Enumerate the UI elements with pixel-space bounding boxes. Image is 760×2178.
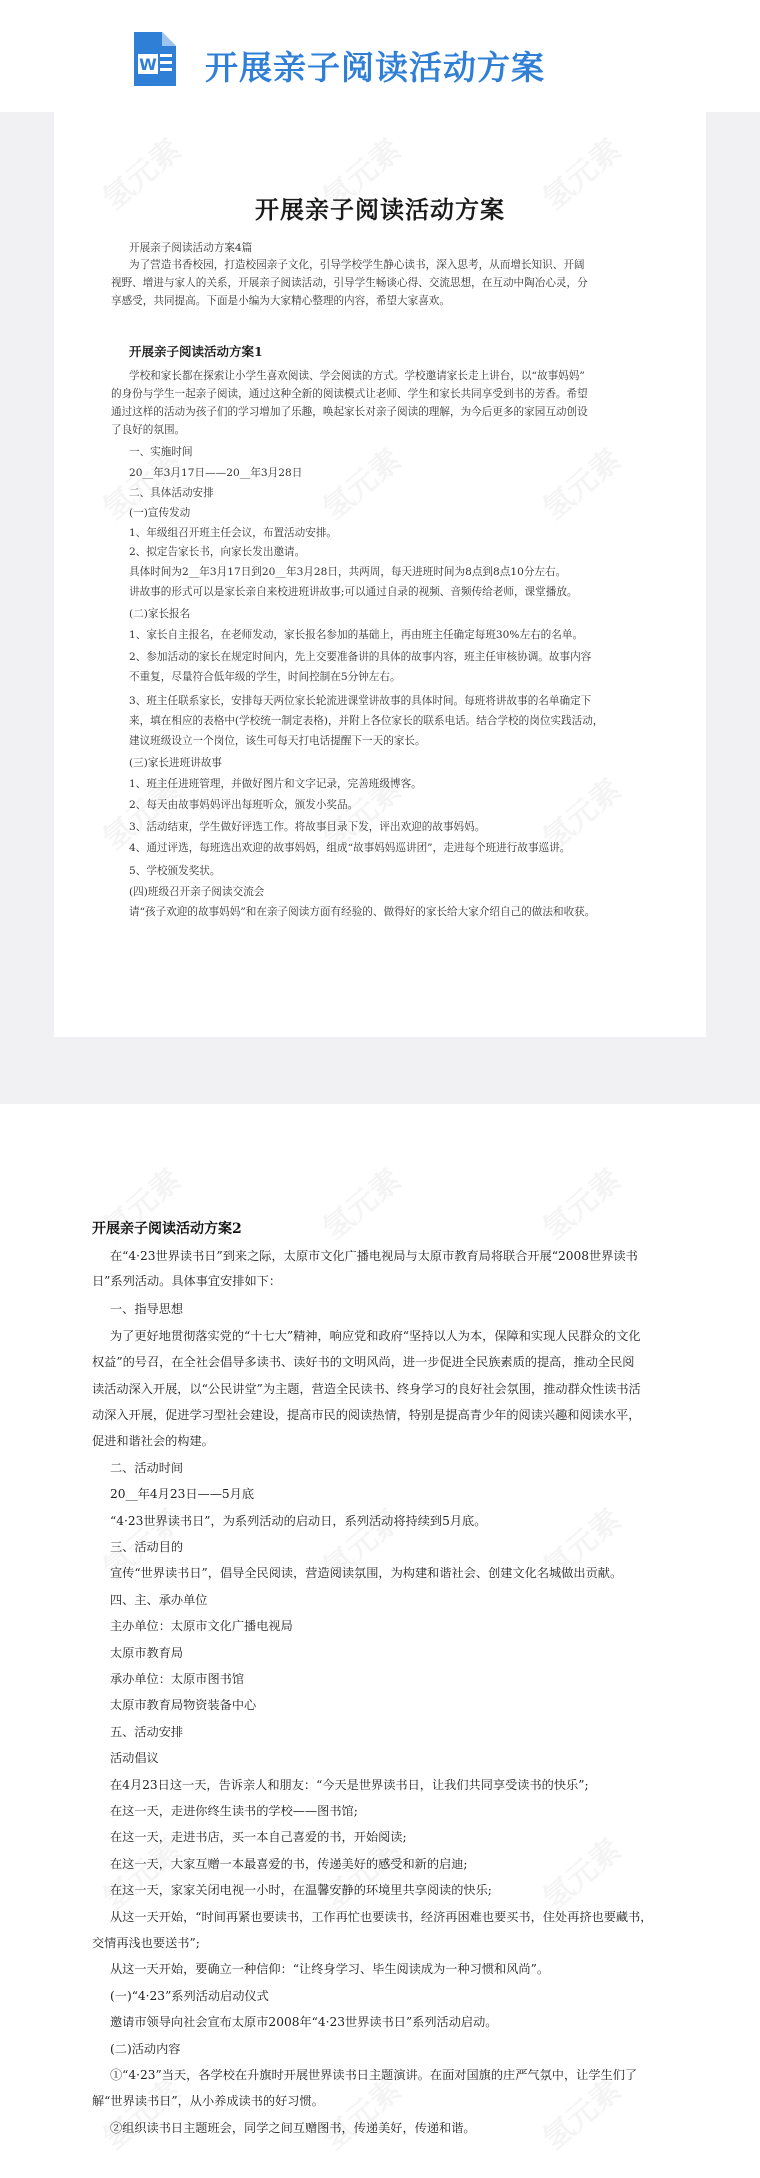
paragraph-line: 权益”的号召，在全社会倡导多读书、读好书的文明风尚，进一步促进全民族素质的提高，推动全民阅 — [92, 1355, 635, 1369]
organizer-line: 太原市教育局物资装备中心 — [110, 1698, 257, 1712]
svg-text:W: W — [139, 55, 157, 74]
paragraph-line: 宣传“世界读书日”，倡导全民阅读，营造阅读氛围，为构建和谐社会、创建文化名城做出贡献。 — [110, 1566, 623, 1580]
paragraph-line: ①“4·23”当天，各学校在升旗时开展世界读书日主题演讲。在面对国旗的庄严气氛中，让学生们了 — [110, 2068, 638, 2082]
paragraph-line: 在这一天，走进书店，买一本自己喜爱的书，开始阅读; — [110, 1830, 407, 1844]
list-item: 5、学校颁发奖状。 — [129, 865, 221, 877]
organizer-line: 主办单位：太原市文化广播电视局 — [110, 1619, 293, 1633]
date-range: 20__年3月17日——20__年3月28日 — [129, 467, 303, 479]
paragraph-line: 为了营造书香校园，打造校园亲子文化，引导学校学生静心读书，深入思考，从而增长知识、开阔 — [129, 259, 585, 271]
paragraph-line: 享感受，共同提高。下面是小编为大家精心整理的内容，希望大家喜欢。 — [111, 295, 450, 307]
paragraph-line: 从这一天开始，要确立一种信仰：“让终身学习、毕生阅读成为一种习惯和风尚”。 — [110, 1962, 550, 1976]
paragraph-line: “4·23世界读书日”，为系列活动的启动日，系列活动将持续到5月底。 — [110, 1514, 487, 1528]
paragraph-line: 了良好的氛围。 — [111, 424, 186, 436]
list-heading: 三、活动目的 — [110, 1540, 184, 1554]
paragraph-line: 日”系列活动。具体事宜安排如下： — [92, 1274, 282, 1288]
list-heading: 五、活动安排 — [110, 1725, 184, 1739]
paragraph-line: 从这一天开始，“时间再紧也要读书，工作再忙也要读书，经济再困难也要买书，住处再挤也要藏书， — [110, 1910, 653, 1924]
list-heading: 二、活动时间 — [110, 1461, 184, 1475]
list-item: 3、班主任联系家长，安排每天两位家长轮流进课堂讲故事的具体时间。每班将讲故事的名单确定下 — [129, 695, 592, 707]
sub-heading: (四)班级召开亲子阅读交流会 — [129, 886, 265, 898]
paragraph-line: 建议班级设立一个岗位，该生可每天打电话提醒下一天的家长。 — [129, 735, 426, 747]
paragraph-line: 来，填在相应的表格中(学校统一制定表格)，并附上各位家长的联系电话。结合学校的岗位实践活动， — [129, 715, 604, 727]
paragraph-line: 解“世界读书日”，从小养成读书的好习惯。 — [92, 2094, 324, 2108]
list-item: 1、年级组召开班主任会议，布置活动安排。 — [129, 527, 338, 539]
document-page-2 — [0, 1104, 760, 2178]
paragraph-line: 学校和家长都在探索让小学生喜欢阅读、学会阅读的方式。学校邀请家长走上讲台，以“故事妈妈” — [129, 370, 585, 382]
intro-line: 开展亲子阅读活动方案4篇 — [129, 242, 253, 254]
paragraph-line: 的身份与学生一起亲子阅读，通过这种全新的阅读模式让老师、学生和家长共同享受到书的芳香。希望 — [111, 388, 588, 400]
paragraph-line: 不重复，尽量符合低年级的学生，时间控制在5分钟左右。 — [129, 671, 401, 683]
paragraph-line: 具体时间为2__年3月17日到20__年3月28日，共两周，每天进班时间为8点到8点10分左右。 — [129, 566, 567, 578]
list-item: 1、班主任进班管理，并做好图片和文字记录，完善班级博客。 — [129, 778, 422, 790]
paragraph-line: 邀请市领导向社会宣布太原市2008年“4·23世界读书日”系列活动启动。 — [110, 2015, 498, 2029]
section-heading: 开展亲子阅读活动方案2 — [92, 1221, 242, 1237]
paragraph-line: 讲故事的形式可以是家长亲自来校进班讲故事;可以通过自录的视频、音频传给老师，课堂播放。 — [129, 586, 578, 598]
document-title: 开展亲子阅读活动方案 — [255, 195, 505, 224]
sub-heading: (一)“4·23”系列活动启动仪式 — [110, 1989, 269, 2003]
sub-heading: (三)家长进班讲故事 — [129, 757, 223, 769]
list-item: 1、家长自主报名，在老师发动，家长报名参加的基础上，再由班主任确定每班30%左右的名单。 — [129, 629, 584, 641]
paragraph-line: 请“孩子欢迎的故事妈妈”和在亲子阅读方面有经验的、做得好的家长给大家介绍自己的做法和收获。 — [129, 906, 596, 918]
paragraph-line: 在这一天，家家关闭电视一小时，在温馨安静的环境里共享阅读的快乐; — [110, 1883, 492, 1897]
header-title: 开展亲子阅读活动方案 — [205, 48, 545, 87]
document-page-1 — [54, 112, 706, 1037]
list-item: 3、活动结束，学生做好评选工作。将故事目录下发，评出欢迎的故事妈妈。 — [129, 821, 486, 833]
list-item: 2、参加活动的家长在规定时间内，先上交要准备讲的具体的故事内容，班主任审核协调。故事内容 — [129, 651, 592, 663]
list-heading: 一、实施时间 — [129, 446, 193, 458]
sub-heading: (一)宣传发动 — [129, 507, 191, 519]
list-heading: 二、具体活动安排 — [129, 487, 214, 499]
sub-heading: (二)家长报名 — [129, 608, 191, 620]
paragraph-line: ②组织读书日主题班会，同学之间互赠图书，传递美好，传递和谐。 — [110, 2121, 476, 2135]
list-heading: 四、主、承办单位 — [110, 1593, 208, 1607]
paragraph-line: 在这一天，走进你终生读书的学校——图书馆; — [110, 1804, 358, 1818]
list-heading: 一、指导思想 — [110, 1302, 184, 1316]
list-item: 4、通过评选，每班选出欢迎的故事妈妈，组成“故事妈妈巡讲团”，走进每个班进行故事巡讲。 — [129, 842, 571, 854]
list-item: 2、每天由故事妈妈评出每班听众，颁发小奖品。 — [129, 799, 359, 811]
paragraph-line: 读活动深入开展，以“公民讲堂”为主题，营造全民读书、终身学习的良好社会氛围，推动群众性读书活 — [92, 1382, 641, 1396]
paragraph-line: 交情再浅也要送书”; — [92, 1936, 200, 1950]
organizer-line: 承办单位：太原市图书馆 — [110, 1672, 245, 1686]
date-range: 20__年4月23日——5月底 — [110, 1487, 255, 1501]
section-heading: 开展亲子阅读活动方案1 — [129, 344, 263, 359]
word-document-icon — [130, 30, 178, 88]
header — [0, 0, 760, 112]
paragraph-line: 促进和谐社会的构建。 — [92, 1434, 214, 1448]
paragraph-line: 视野、增进与家人的关系，开展亲子阅读活动，引导学生畅谈心得、交流思想，在互动中陶冶心灵，分 — [111, 277, 588, 289]
paragraph-line: 在这一天，大家互赠一本最喜爱的书，传递美好的感受和新的启迪; — [110, 1857, 468, 1871]
paragraph-line: 在4月23日这一天，告诉亲人和朋友：“今天是世界读书日，让我们共同享受读书的快乐”; — [110, 1778, 589, 1792]
sub-heading: 活动倡议 — [110, 1751, 159, 1765]
sub-heading: (二)活动内容 — [110, 2042, 181, 2056]
paragraph-line: 在“4·23世界读书日”到来之际，太原市文化广播电视局与太原市教育局将联合开展“2008世界读书 — [110, 1249, 638, 1263]
list-item: 2、拟定告家长书，向家长发出邀请。 — [129, 546, 306, 558]
paragraph-line: 为了更好地贯彻落实党的“十七大”精神，响应党和政府“坚持以人为本，保障和实现人民群众的文化 — [110, 1329, 641, 1343]
organizer-line: 太原市教育局 — [110, 1646, 184, 1660]
paragraph-line: 动深入开展，促进学习型社会建设，提高市民的阅读热情，特别是提高青少年的阅读兴趣和阅读水平， — [92, 1408, 641, 1422]
paragraph-line: 通过这样的活动为孩子们的学习增加了乐趣，唤起家长对亲子阅读的理解，为今后更多的家园互动创设 — [111, 406, 588, 418]
